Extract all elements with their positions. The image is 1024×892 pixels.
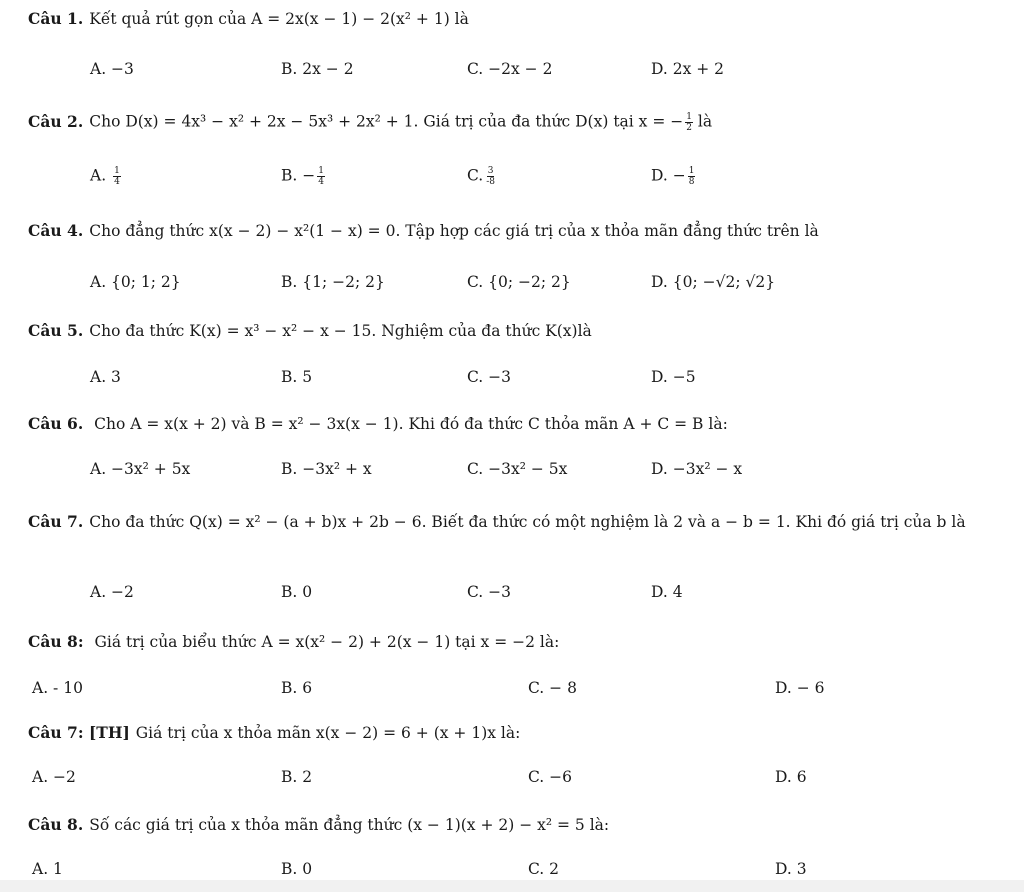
option-b: B. 0 — [281, 860, 313, 878]
option-d: D. −3x² − x — [651, 460, 743, 478]
question-4 — [28, 223, 819, 240]
question-stem: Số các giá trị của x thỏa mãn đẳng thức (x − 1)(x + 2) − x² = 5 là: — [89, 816, 610, 834]
question-8 — [28, 634, 559, 651]
bottom-edge — [0, 880, 1024, 892]
question-stem: Kết quả rút gọn của A = 2x(x − 1) − 2(x² + 1) là — [89, 10, 469, 28]
option-c: C. −3x² − 5x — [467, 460, 568, 478]
option-c: C. −3 — [467, 583, 512, 601]
question-label: Câu 2. — [28, 111, 84, 131]
option-d: D. −5 — [651, 368, 696, 386]
fraction: $\frac{1}{4}$ — [318, 166, 324, 187]
question-label: Câu 5. — [28, 321, 84, 340]
option-c: C. $\frac{3}{-8}$ — [467, 166, 496, 187]
option-b: B. 0 — [281, 583, 313, 601]
question-stem: Giá trị của biểu thức A = x(x² − 2) + 2(x − 1) tại x = −2 là: — [89, 633, 560, 651]
option-d: D. {0; −√2; √2} — [651, 273, 776, 291]
option-d: D. 3 — [775, 860, 807, 878]
fraction: $\frac{1}{4}$ — [114, 166, 120, 187]
option-a: A. −2 — [90, 583, 134, 601]
option-c: C. −3 — [467, 368, 512, 386]
question-6 — [28, 416, 728, 433]
question-7-th — [28, 725, 520, 742]
question-label: Câu 4. — [28, 221, 84, 240]
option-c: C. −2x − 2 — [467, 60, 553, 78]
option-c: C. {0; −2; 2} — [467, 273, 571, 291]
question-label: Câu 1. — [28, 9, 84, 28]
option-d: D. 6 — [775, 768, 807, 786]
option-c: C. 2 — [528, 860, 560, 878]
option-b: B. 2x − 2 — [281, 60, 354, 78]
question-stem: Cho đa thức Q(x) = x² − (a + b)x + 2b − 6. Biết đa thức có một nghiệm là 2 và a − b = 1. Khi đó giá trị của b là — [89, 513, 966, 531]
option-a: A. −3x² + 5x — [90, 460, 191, 478]
option-b: B. {1; −2; 2} — [281, 273, 385, 291]
option-b: B. − $\frac{1}{4}$ — [281, 166, 324, 187]
option-a: A. 3 — [90, 368, 121, 386]
option-c: C. −6 — [528, 768, 573, 786]
question-label: Câu 7: [TH] — [28, 723, 130, 742]
option-d: D. − 6 — [775, 679, 825, 697]
option-d: D. − $\frac{1}{8}$ — [651, 166, 695, 187]
question-1 — [28, 11, 469, 28]
question-label: Câu 8. — [28, 815, 84, 834]
option-a: A. $\frac{1}{4}$ — [90, 166, 120, 187]
option-b: B. 2 — [281, 768, 313, 786]
fraction: $\frac{1}{2}$ — [686, 112, 692, 133]
question-stem: Cho đẳng thức x(x − 2) − x²(1 − x) = 0. Tập hợp các giá trị của x thỏa mãn đẳng thức trên là — [89, 222, 819, 240]
option-a: A. {0; 1; 2} — [90, 273, 181, 291]
option-c: C. − 8 — [528, 679, 577, 697]
question-label: Câu 8: — [28, 632, 84, 651]
question-stem-tail: là — [692, 112, 713, 131]
option-d: D. 2x + 2 — [651, 60, 725, 78]
option-a: A. −3 — [90, 60, 134, 78]
question-7 — [28, 506, 988, 538]
question-stem: Cho A = x(x + 2) và B = x² − 3x(x − 1). Khi đó đa thức C thỏa mãn A + C = B là: — [89, 415, 728, 433]
question-stem: Giá trị của x thỏa mãn x(x − 2) = 6 + (x + 1)x là: — [135, 724, 521, 742]
option-b: B. −3x² + x — [281, 460, 372, 478]
option-d: D. 4 — [651, 583, 683, 601]
question-label: Câu 6. — [28, 414, 84, 433]
option-a: A. - 10 — [32, 679, 83, 697]
question-stem: Cho D(x) = 4x³ − x² + 2x − 5x³ + 2x² + 1. Giá trị của đa thức D(x) tại x = − — [89, 112, 684, 131]
question-5 — [28, 323, 592, 340]
option-b: B. 6 — [281, 679, 313, 697]
fraction: $\frac{3}{-8}$ — [486, 166, 496, 187]
question-stem: Cho đa thức K(x) = x³ − x² − x − 15. Nghiệm của đa thức K(x)là — [89, 322, 592, 340]
question-label: Câu 7. — [28, 512, 84, 531]
option-a: A. 1 — [32, 860, 63, 878]
question-2 — [28, 112, 712, 133]
question-8-b — [28, 817, 609, 834]
option-b: B. 5 — [281, 368, 313, 386]
fraction: $\frac{1}{8}$ — [688, 166, 695, 187]
option-a: A. −2 — [32, 768, 76, 786]
